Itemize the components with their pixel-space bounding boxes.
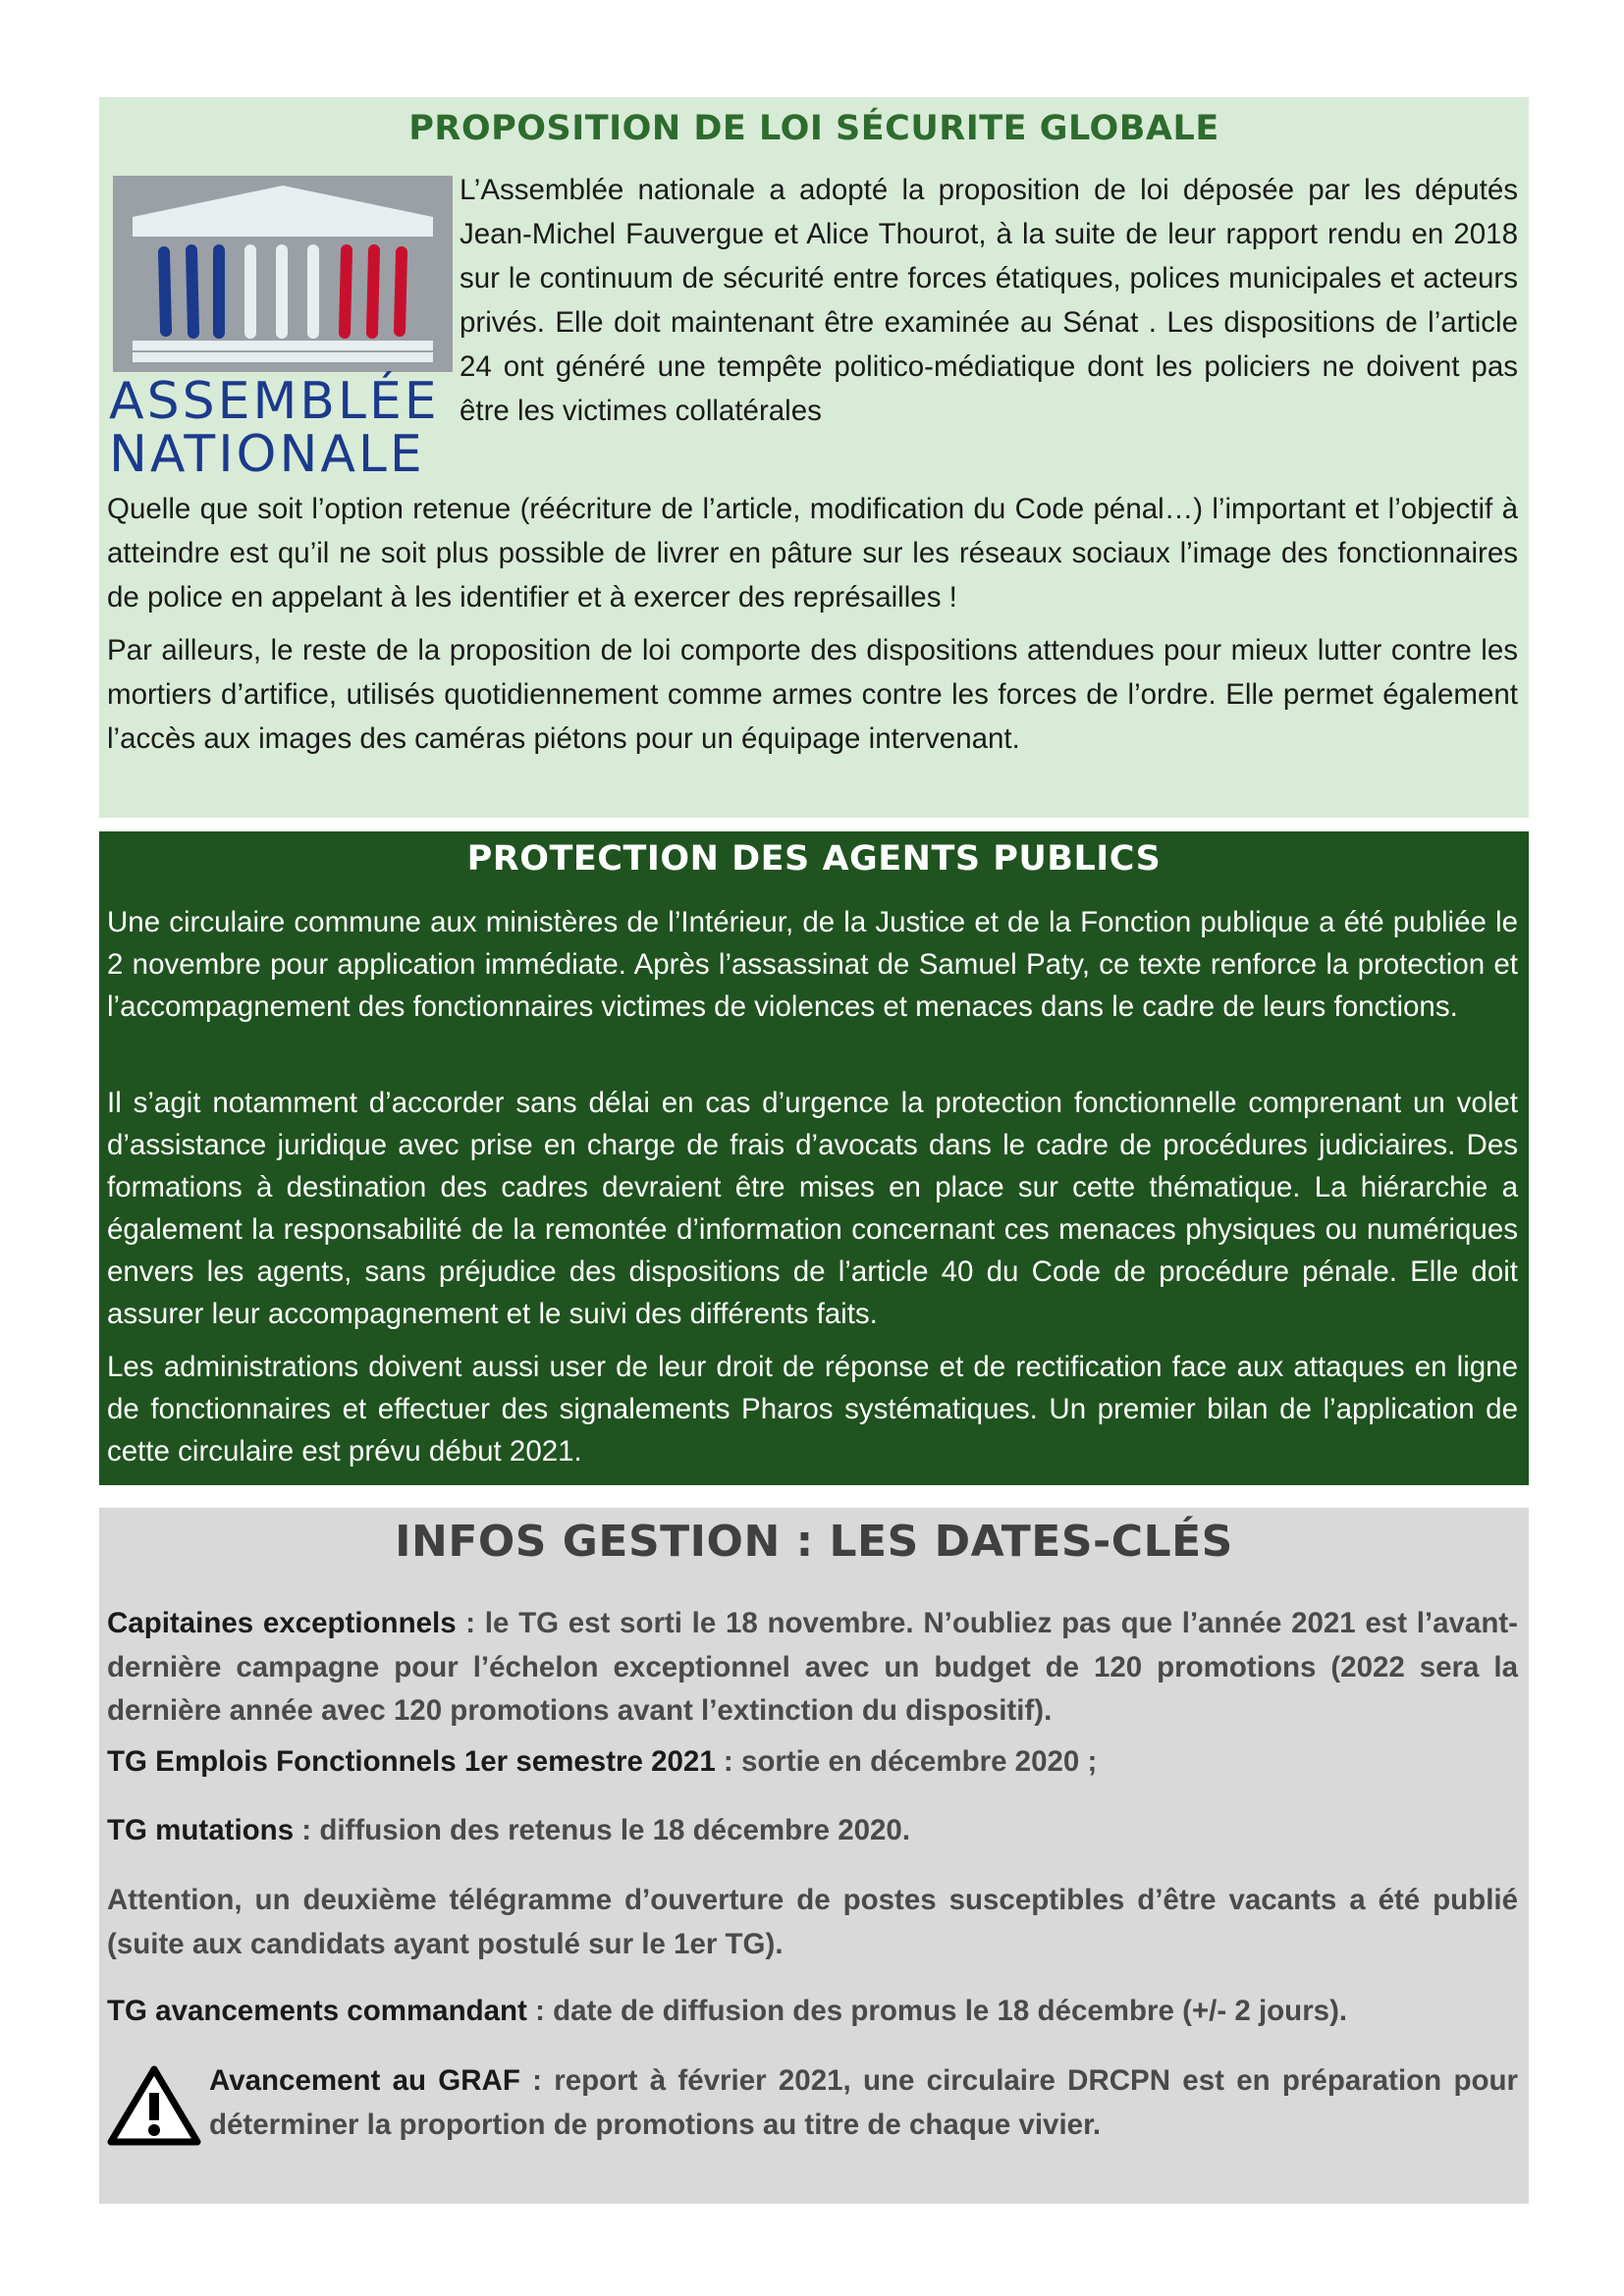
logo-line1: ASSEMBLÉE (109, 372, 440, 431)
paragraph: Les administrations doivent aussi user de leur droit de réponse et de rectification face aux attaques en ligne de fonctionnaires et effectuer des signalements Pharos systématiques. Un premier bilan de l’application de cette circulaire est prévu début 2021. (107, 1351, 1518, 1468)
section-securite-globale (99, 97, 1529, 818)
warning-triangle-icon (105, 2063, 203, 2148)
logo-building (113, 176, 453, 372)
item-text: Attention, un deuxième télégramme d’ouverture de postes susceptibles d’être vacants a été publié (suite aux candidats ayant postulé sur le 1er TG). (107, 1884, 1518, 1960)
list-item (107, 1879, 1518, 1966)
item-key: TG mutations (107, 1814, 295, 1846)
item-key: TG avancements commandant (107, 1995, 527, 2027)
paragraph: Quelle que soit l’option retenue (réécriture de l’article, modification du Code pénal…) l’important et l’objectif à atteindre est qu’il ne soit plus possible de livrer en pâture sur les réseaux sociaux l’image des fonctionnaires de police en appelant à les identifier et à exercer des représailles ! (107, 493, 1518, 614)
assemblee-nationale-logo (109, 176, 453, 482)
section-title: PROTECTION DES AGENTS PUBLICS (466, 839, 1162, 879)
section-title: PROPOSITION DE LOI SÉCURITE GLOBALE (408, 109, 1219, 148)
list-item (107, 1990, 1518, 2034)
item-text: : date de diffusion des promus le 18 décembre (+/- 2 jours). (526, 1995, 1348, 2027)
list-item (107, 1740, 1518, 1785)
paragraph: Par ailleurs, le reste de la proposition de loi comporte des dispositions attendues pour mieux lutter contre les mortiers d’artifice, utilisés quotidiennement comme armes contre les forces de l’ordre. Elle permet également l’accès aux images des caméras piétons pour un équipage intervenant. (107, 634, 1518, 755)
list-item (107, 1602, 1518, 1734)
item-text: : sortie en décembre 2020 ; (715, 1745, 1098, 1778)
logo-line2: NATIONALE (109, 425, 425, 484)
hemicycle-icon (113, 176, 453, 372)
item-key: Avancement au GRAF (209, 2064, 520, 2097)
paragraph: L’Assemblée nationale a adopté la proposition de loi déposée par les députés Jean-Michel Fauvergue et Alice Thourot, à la suite de leur rapport rendu en 2018 sur le continuum de sécurité entre forces étatiques, polices municipales et acteurs privés. Elle doit maintenant être examinée au Sénat . Les dispositions de l’article 24 ont généré une tempête politico-médiatique dont les policiers ne doivent pas être les victimes collatérales (460, 174, 1518, 427)
item-key: Capitaines exceptionnels (107, 1607, 457, 1639)
list-item (209, 2059, 1518, 2147)
item-text: : diffusion des retenus le 18 décembre 2020. (294, 1814, 911, 1846)
item-text: : le TG est sorti le 18 novembre. N’oubliez pas que l’année 2021 est l’avant-dernière campagne pour l’échelon exceptionnel avec un budget de 120 promotions (2022 sera la dernière année avec 120 promotions avant l’extinction du dispositif). (107, 1607, 1518, 1727)
section-protection-agents (99, 831, 1529, 1485)
section-title: INFOS GESTION : LES DATES-CLÉS (395, 1517, 1233, 1567)
list-item (107, 1809, 1518, 1853)
paragraph: Il s’agit notamment d’accorder sans délai en cas d’urgence la protection fonctionnelle comprenant un volet d’assistance juridique avec prise en charge de frais d’avocats dans le cadre de procédures judiciaires. Des formations à destination des cadres devraient être mises en place sur cette thématique. La hiérarchie a également la responsabilité de la remontée d’information concernant ces menaces physiques ou numériques envers les agents, sans préjudice des dispositions de l’article 40 du Code de procédure pénale. Elle doit assurer leur accompagnement et le suivi des différents faits. (107, 1087, 1518, 1330)
item-text: : report à février 2021, une circulaire DRCPN est en préparation pour déterminer la proportion de promotions au titre de chaque vivier. (209, 2064, 1518, 2141)
paragraph: Une circulaire commune aux ministères de l’Intérieur, de la Justice et de la Fonction publique a été publiée le 2 novembre pour application immédiate. Après l’assassinat de Samuel Paty, ce texte renforce la protection et l’accompagnement des fonctionnaires victimes de violences et menaces dans le cadre de leurs fonctions. (107, 906, 1518, 1023)
section-infos-gestion (99, 1508, 1529, 2204)
item-key: TG Emplois Fonctionnels 1er semestre 2021 (107, 1745, 716, 1778)
